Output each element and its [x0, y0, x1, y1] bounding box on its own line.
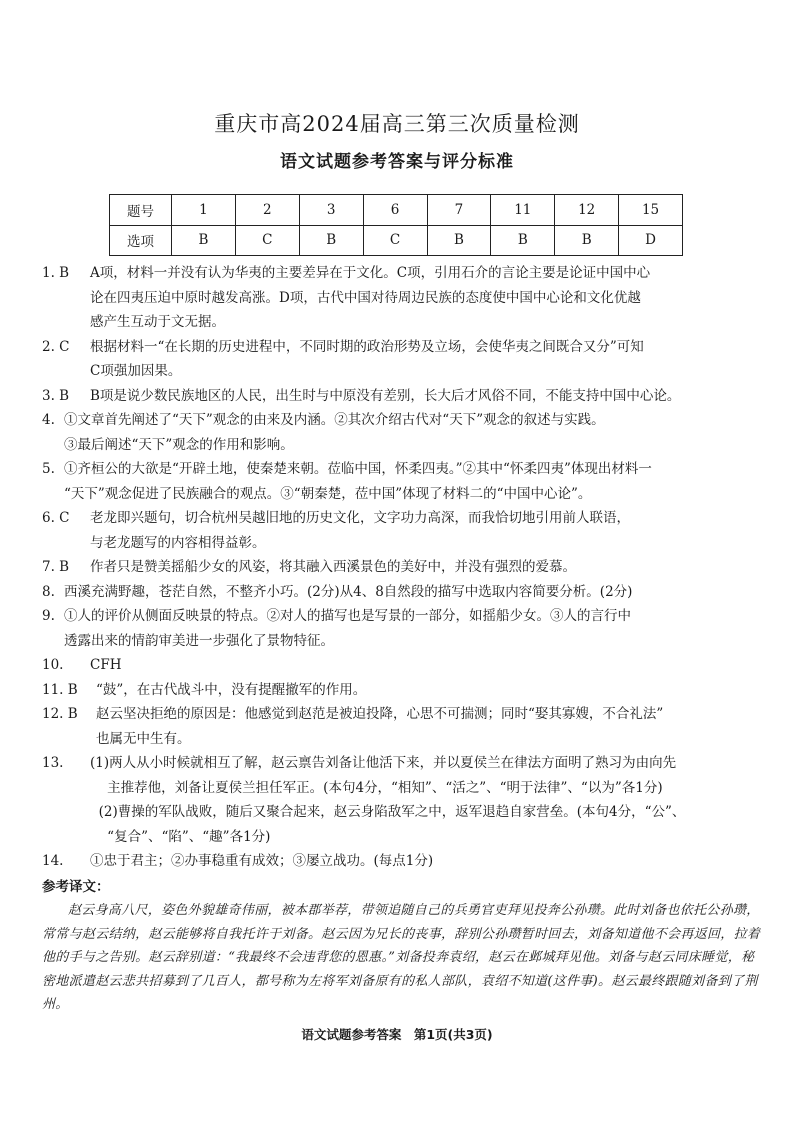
answer-item-number: 4. [42, 412, 60, 428]
answer-explanations [42, 261, 762, 1017]
answer-item-line: ①齐桓公的大欲是“开辟土地，使秦楚来朝。莅临中国，怀柔四夷。”②其中“怀柔四夷”体现出材料一 [64, 461, 652, 477]
answer-item-number: 6. C [42, 510, 70, 526]
answer-item-number: 1. B [42, 265, 70, 281]
answer-item-line: 老龙即兴题句，切合杭州吴越旧地的历史文化，文字功力高深，而我恰切地引用前人联语， [90, 510, 630, 526]
answer-item-body [64, 580, 762, 605]
answer-item [42, 653, 762, 678]
answer-item-body [64, 604, 762, 653]
answer-item-line: B项是说少数民族地区的人民，出生时与中原没有差别，长大后才风俗不同，不能支持中国中心论。 [90, 387, 681, 404]
answer-table-number-row [110, 195, 683, 226]
answer-item-body [90, 506, 762, 555]
answer-item-line: CFH [90, 657, 122, 673]
answer-item-number: 2. C [42, 338, 70, 355]
answer-item [42, 384, 762, 409]
answer-item-body [90, 849, 762, 874]
answer-item [42, 457, 762, 506]
answer-item-number: 13. [42, 755, 68, 771]
answer-item-line: 透露出来的情韵审美进一步强化了景物特征。 [64, 632, 334, 649]
answer-item [42, 702, 762, 751]
answer-item-number: 5. [42, 461, 60, 477]
answer-item-line: ①忠于君主；②办事稳重有成效；③屡立战功。(每点1分) [90, 853, 434, 869]
row-header-option: 选项 [110, 225, 172, 256]
answer-item-body [64, 457, 762, 506]
row-header-number: 题号 [110, 195, 172, 226]
answer-item-number: 10. [42, 657, 68, 673]
answer-item [42, 678, 762, 703]
answer-table-option-row [110, 225, 683, 256]
answer-item-body [90, 261, 762, 335]
answer-item-line: “鼓”，在古代战斗中，没有提醒撤军的作用。 [96, 681, 367, 698]
answer-item-line: 作者只是赞美摇船少女的风姿，将其融入西溪景色的美好中，并没有强烈的爱慕。 [90, 559, 576, 575]
answer-item-line: 感产生互动于文无据。 [90, 314, 225, 330]
question-number-cell: 3 [299, 195, 363, 226]
answer-item-body [90, 653, 762, 678]
option-cell: B [555, 225, 619, 256]
answer-item-body [90, 335, 762, 384]
option-cell: C [235, 225, 299, 256]
answer-item-line: 与老龙题写的内容相得益彰。 [90, 534, 266, 551]
reference-translation-text: 赵云身高八尺，姿色外貌雄奇伟丽，被本郡举荐，带领追随自己的兵勇官吏拜见投奔公孙瓒。此时刘备也依托公孙瓒，常常与赵云结纳，赵云能够将自我托许于刘备。赵云因为兄长的丧事，辞别公孙瓒暂时回去，刘备知道他不会再返回，拉着他的手与之告别。赵云辞别道：“我最终不会违背您的恩惠。”刘备投奔袁绍，赵云在邺城拜见他。刘备与赵云同床睡觉，秘密地派遣赵云悲共招募到了几百人，都号称为左将军刘备原有的私人部队，袁绍不知道(这件事)。赵云最终跟随刘备到了荆州。 [42, 903, 761, 1012]
option-cell: C [363, 225, 427, 256]
answer-item-body [96, 678, 762, 703]
reference-translation-title: 参考译文： [42, 878, 110, 895]
answer-item-number: 9. [42, 608, 60, 624]
answer-item-line: ③最后阐述“天下”观念的作用和影响。 [64, 436, 294, 453]
page-title: 重庆市高2024届高三第三次质量检测 [214, 112, 580, 136]
answer-item-number: 8. [42, 583, 60, 600]
answer-item-line: “复合”、“陷”、“趣”各1分) [90, 828, 271, 845]
answer-item-line: C项强加因果。 [90, 363, 182, 379]
answer-item-list [42, 261, 762, 874]
answer-table [109, 194, 683, 256]
question-number-cell: 6 [363, 195, 427, 226]
answer-item-line: 主推荐他，刘备让夏侯兰担任军正。(本句4分，“相知”、“活之”、“明于法律”、“以为”各1分) [90, 779, 663, 796]
option-cell: B [427, 225, 491, 256]
answer-item-body [90, 555, 762, 580]
answer-item [42, 580, 762, 605]
option-cell: B [172, 225, 236, 256]
answer-item-line: “天下”观念促进了民族融合的观点。③“朝秦楚，莅中国”体现了材料二的“中国中心论”。 [64, 485, 592, 502]
option-cell: B [299, 225, 363, 256]
answer-item [42, 849, 762, 874]
page-subtitle: 语文试题参考答案与评分标准 [280, 152, 514, 172]
answer-item-number: 3. B [42, 387, 70, 404]
answer-item-line: 赵云坚决拒绝的原因是：他感觉到赵范是被迫投降，心思不可揣测；同时“娶其寡嫂，不合礼法” [96, 706, 664, 722]
answer-item [42, 506, 762, 555]
question-number-cell: 11 [491, 195, 555, 226]
answer-item-body [96, 702, 762, 751]
answer-item-line: 论在四夷压迫中原时越发高涨。D项，古代中国对待周边民族的态度使中国中心论和文化优越 [90, 289, 641, 306]
answer-item-line: A项，材料一并没有认为华夷的主要差异在于文化。C项，引用石介的言论主要是论证中国中心 [90, 265, 651, 281]
answer-item [42, 335, 762, 384]
option-cell: D [619, 225, 683, 256]
answer-item [42, 604, 762, 653]
answer-item [42, 555, 762, 580]
answer-item-body [90, 384, 762, 409]
question-number-cell: 12 [555, 195, 619, 226]
question-number-cell: 15 [619, 195, 683, 226]
answer-item-number: 14. [42, 853, 68, 869]
answer-item-line: 西溪充满野趣，苍茫自然，不整齐小巧。(2分)从4、8自然段的描写中选取内容简要分析。(2分) [64, 583, 633, 600]
answer-item-body [90, 751, 762, 849]
answer-item-line: 也属无中生有。 [96, 730, 191, 747]
answer-item-body [64, 408, 762, 457]
question-number-cell: 7 [427, 195, 491, 226]
answer-item-line: 根据材料一“在长期的历史进程中，不同时期的政治形势及立场，会使华夷之间既合又分”可知 [90, 338, 644, 355]
answer-item-line: (2)曹操的军队战败，随后又聚合起来，赵云身陷敌军之中，返军退趋自家营垒。(本句4分，“公”、 [90, 804, 686, 820]
answer-item-number: 12. B [42, 706, 78, 722]
option-cell: B [491, 225, 555, 256]
answer-item-number: 11. B [42, 681, 78, 698]
answer-item-line: ①文章首先阐述了“天下”观念的由来及内涵。②其次介绍古代对“天下”观念的叙述与实践。 [64, 412, 605, 428]
answer-item [42, 751, 762, 849]
answer-item-line: (1)两人从小时候就相互了解，赵云禀告刘备让他活下来，并以夏侯兰在律法方面明了熟习为由向先 [90, 755, 677, 771]
question-number-cell: 1 [172, 195, 236, 226]
answer-item [42, 261, 762, 335]
page-footer: 语文试题参考答案 第1页(共3页) [301, 1027, 493, 1042]
answer-item-line: ①人的评价从侧面反映景的特点。②对人的描写也是写景的一部分，如摇船少女。③人的言行中 [64, 608, 631, 624]
question-number-cell: 2 [235, 195, 299, 226]
answer-item [42, 408, 762, 457]
answer-item-number: 7. B [42, 559, 70, 575]
